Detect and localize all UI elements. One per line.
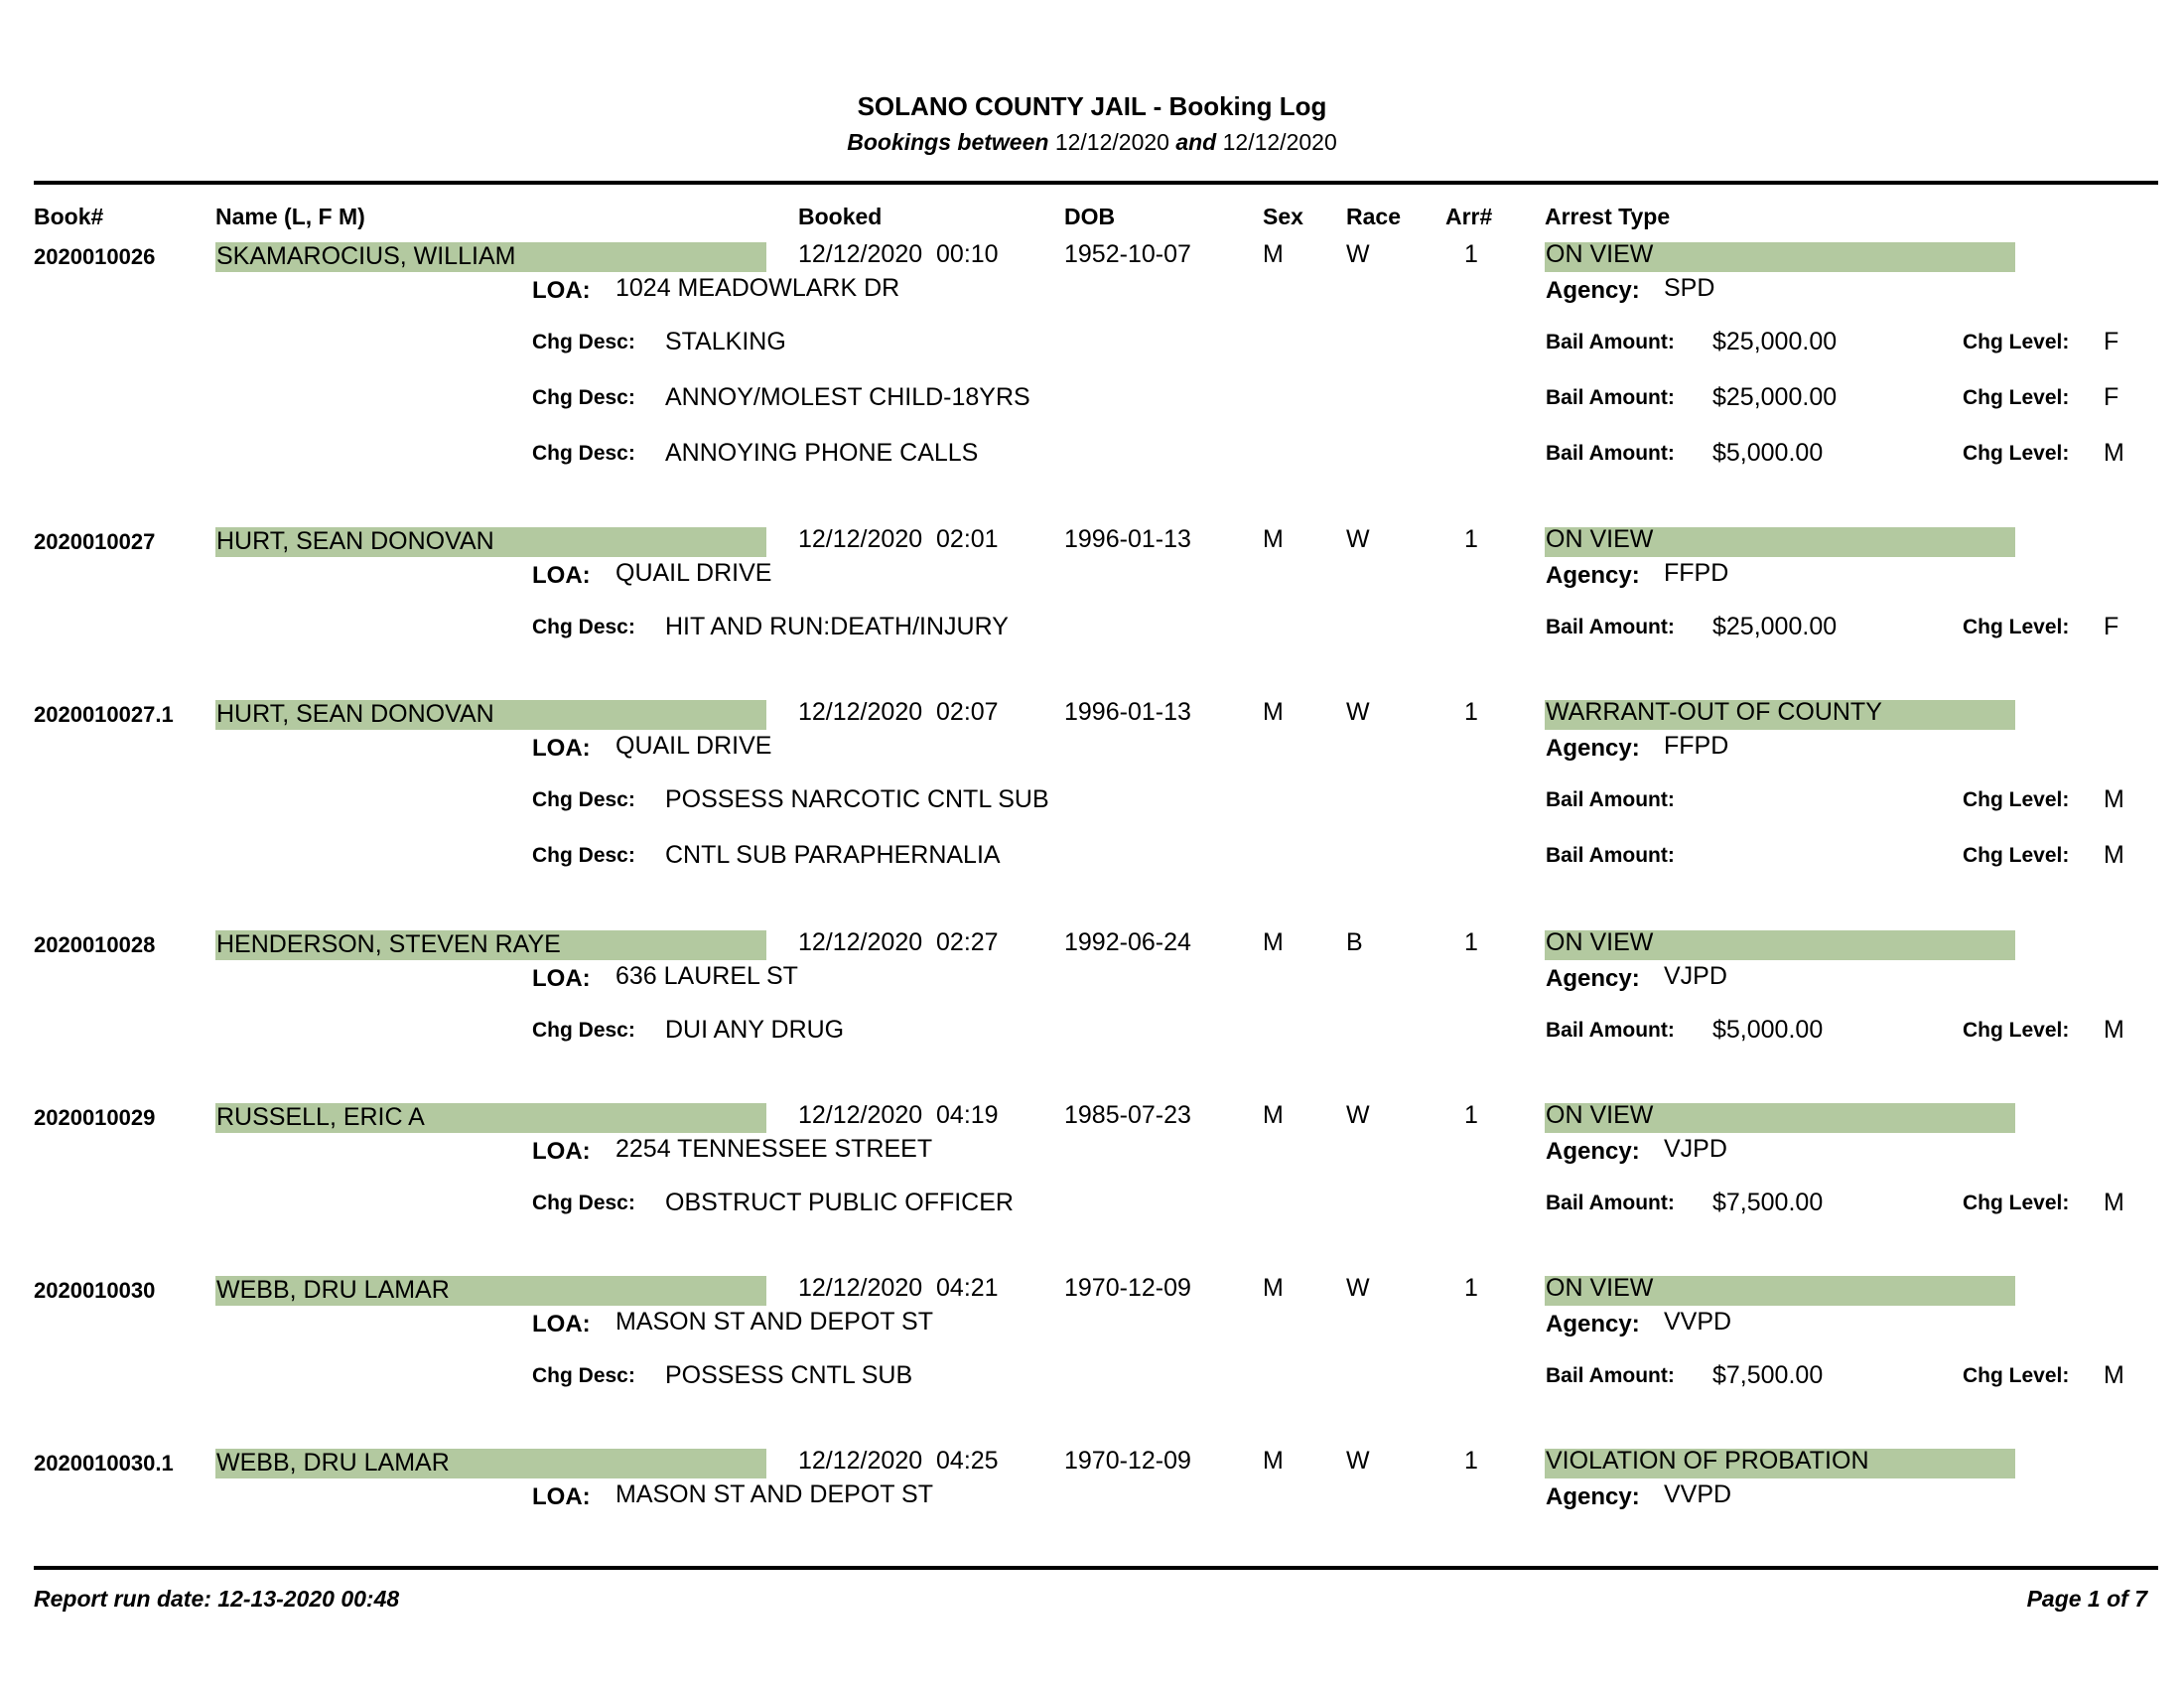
booked-datetime: 12/12/2020 02:07 (798, 698, 999, 726)
arrest-type: ON VIEW (1546, 928, 1654, 956)
loa-label: LOA: (532, 735, 591, 762)
col-sex: Sex (1263, 204, 1303, 229)
loa-value: QUAIL DRIVE (615, 559, 772, 587)
arrest-type: ON VIEW (1546, 1274, 1654, 1302)
loa-value: 1024 MEADOWLARK DR (615, 274, 900, 302)
book-number: 2020010029 (34, 1105, 156, 1130)
chg-level-value: M (2104, 785, 2124, 813)
arrest-number: 1 (1464, 1447, 1478, 1475)
race-value: B (1346, 928, 1363, 956)
arrest-number: 1 (1464, 928, 1478, 956)
chg-desc-value: HIT AND RUN:DEATH/INJURY (665, 613, 1009, 640)
dob-value: 1996-01-13 (1064, 698, 1191, 726)
col-arrest-type: Arrest Type (1545, 204, 1671, 229)
chg-level-label: Chg Level: (1963, 844, 2070, 867)
col-book: Book# (34, 204, 104, 229)
page-number: Page 1 of 7 (2026, 1586, 2147, 1612)
chg-level-label: Chg Level: (1963, 616, 2070, 638)
agency-value: VJPD (1664, 962, 1727, 990)
dob-value: 1970-12-09 (1064, 1274, 1191, 1302)
arrest-number: 1 (1464, 1101, 1478, 1129)
loa-label: LOA: (532, 1483, 591, 1510)
chg-desc-label: Chg Desc: (532, 386, 635, 409)
agency-label: Agency: (1546, 277, 1640, 304)
bail-amount-label: Bail Amount: (1546, 442, 1675, 465)
book-number: 2020010030 (34, 1278, 156, 1303)
race-value: W (1346, 698, 1370, 726)
agency-value: FFPD (1664, 732, 1729, 760)
bail-amount-value: $7,500.00 (1712, 1361, 1824, 1389)
booked-datetime: 12/12/2020 04:21 (798, 1274, 999, 1302)
col-race: Race (1346, 204, 1401, 229)
book-number: 2020010026 (34, 244, 156, 269)
bail-amount-value: $5,000.00 (1712, 439, 1824, 467)
book-number: 2020010030.1 (34, 1451, 174, 1476)
chg-desc-label: Chg Desc: (532, 331, 635, 353)
book-number: 2020010027 (34, 529, 156, 554)
start-date: 12/12/2020 (1054, 129, 1169, 155)
booked-datetime: 12/12/2020 02:01 (798, 525, 999, 553)
agency-label: Agency: (1546, 1483, 1640, 1510)
inmate-name: WEBB, DRU LAMAR (216, 1449, 450, 1477)
sex-value: M (1263, 1274, 1284, 1302)
col-arr: Arr# (1445, 204, 1493, 229)
chg-level-value: F (2104, 383, 2119, 411)
bail-amount-label: Bail Amount: (1546, 386, 1675, 409)
chg-desc-label: Chg Desc: (532, 844, 635, 867)
chg-desc-value: CNTL SUB PARAPHERNALIA (665, 841, 1001, 869)
agency-label: Agency: (1546, 562, 1640, 589)
arrest-type: WARRANT-OUT OF COUNTY (1546, 698, 1882, 726)
arrest-type: ON VIEW (1546, 525, 1654, 553)
race-value: W (1346, 240, 1370, 268)
dob-value: 1970-12-09 (1064, 1447, 1191, 1475)
bail-amount-label: Bail Amount: (1546, 331, 1675, 353)
booked-datetime: 12/12/2020 04:19 (798, 1101, 999, 1129)
col-booked: Booked (798, 204, 883, 229)
sex-value: M (1263, 240, 1284, 268)
chg-desc-label: Chg Desc: (532, 1019, 635, 1042)
chg-desc-label: Chg Desc: (532, 442, 635, 465)
bail-amount-label: Bail Amount: (1546, 1192, 1675, 1214)
race-value: W (1346, 1447, 1370, 1475)
loa-value: MASON ST AND DEPOT ST (615, 1480, 933, 1508)
agency-value: VVPD (1664, 1308, 1732, 1336)
loa-label: LOA: (532, 1138, 591, 1165)
loa-label: LOA: (532, 277, 591, 304)
bail-amount-label: Bail Amount: (1546, 1019, 1675, 1042)
arrest-type: ON VIEW (1546, 1101, 1654, 1129)
dob-value: 1992-06-24 (1064, 928, 1191, 956)
chg-desc-label: Chg Desc: (532, 1192, 635, 1214)
chg-level-value: M (2104, 1361, 2124, 1389)
chg-desc-value: ANNOY/MOLEST CHILD-18YRS (665, 383, 1030, 411)
chg-level-label: Chg Level: (1963, 331, 2070, 353)
inmate-name: WEBB, DRU LAMAR (216, 1276, 450, 1304)
booked-datetime: 12/12/2020 02:27 (798, 928, 999, 956)
agency-value: SPD (1664, 274, 1715, 302)
chg-level-label: Chg Level: (1963, 1019, 2070, 1042)
bail-amount-value: $25,000.00 (1712, 383, 1838, 411)
chg-desc-value: POSSESS CNTL SUB (665, 1361, 913, 1389)
inmate-name: HURT, SEAN DONOVAN (216, 527, 494, 555)
dob-value: 1996-01-13 (1064, 525, 1191, 553)
bail-amount-label: Bail Amount: (1546, 1364, 1675, 1387)
chg-level-label: Chg Level: (1963, 1192, 2070, 1214)
sex-value: M (1263, 1447, 1284, 1475)
agency-value: VJPD (1664, 1135, 1727, 1163)
top-rule (34, 181, 2158, 185)
dob-value: 1985-07-23 (1064, 1101, 1191, 1129)
sex-value: M (1263, 928, 1284, 956)
race-value: W (1346, 1101, 1370, 1129)
report-subtitle (0, 129, 2184, 156)
sex-value: M (1263, 698, 1284, 726)
chg-desc-value: POSSESS NARCOTIC CNTL SUB (665, 785, 1049, 813)
bail-amount-label: Bail Amount: (1546, 844, 1675, 867)
arrest-type: VIOLATION OF PROBATION (1546, 1447, 1869, 1475)
arrest-number: 1 (1464, 525, 1478, 553)
chg-desc-value: OBSTRUCT PUBLIC OFFICER (665, 1189, 1014, 1216)
bail-amount-value: $5,000.00 (1712, 1016, 1824, 1044)
chg-level-value: F (2104, 613, 2119, 640)
agency-label: Agency: (1546, 735, 1640, 762)
arrest-type: ON VIEW (1546, 240, 1654, 268)
subtitle-and: and (1175, 129, 1217, 155)
chg-desc-value: DUI ANY DRUG (665, 1016, 845, 1044)
loa-value: 2254 TENNESSEE STREET (615, 1135, 933, 1163)
race-value: W (1346, 525, 1370, 553)
chg-level-value: M (2104, 1016, 2124, 1044)
booked-datetime: 12/12/2020 04:25 (798, 1447, 999, 1475)
sex-value: M (1263, 1101, 1284, 1129)
chg-level-value: F (2104, 328, 2119, 355)
arrest-number: 1 (1464, 240, 1478, 268)
bail-amount-value: $25,000.00 (1712, 328, 1838, 355)
loa-value: 636 LAUREL ST (615, 962, 798, 990)
col-dob: DOB (1064, 204, 1116, 229)
bail-amount-value: $7,500.00 (1712, 1189, 1824, 1216)
report-run-date: Report run date: 12-13-2020 00:48 (34, 1586, 400, 1612)
chg-desc-value: STALKING (665, 328, 786, 355)
inmate-name: HENDERSON, STEVEN RAYE (216, 930, 561, 958)
chg-level-label: Chg Level: (1963, 442, 2070, 465)
arrest-number: 1 (1464, 698, 1478, 726)
book-number: 2020010027.1 (34, 702, 174, 727)
agency-label: Agency: (1546, 965, 1640, 992)
agency-value: VVPD (1664, 1480, 1732, 1508)
bail-amount-value: $25,000.00 (1712, 613, 1838, 640)
loa-label: LOA: (532, 1311, 591, 1337)
booked-datetime: 12/12/2020 00:10 (798, 240, 999, 268)
dob-value: 1952-10-07 (1064, 240, 1191, 268)
subtitle-prefix: Bookings between (847, 129, 1049, 155)
chg-level-label: Chg Level: (1963, 788, 2070, 811)
chg-level-label: Chg Level: (1963, 1364, 2070, 1387)
end-date: 12/12/2020 (1222, 129, 1337, 155)
loa-value: QUAIL DRIVE (615, 732, 772, 760)
loa-label: LOA: (532, 965, 591, 992)
bail-amount-label: Bail Amount: (1546, 788, 1675, 811)
arrest-number: 1 (1464, 1274, 1478, 1302)
chg-desc-value: ANNOYING PHONE CALLS (665, 439, 979, 467)
chg-level-value: M (2104, 841, 2124, 869)
chg-desc-label: Chg Desc: (532, 1364, 635, 1387)
col-name: Name (L, F M) (215, 204, 365, 229)
sex-value: M (1263, 525, 1284, 553)
chg-level-value: M (2104, 439, 2124, 467)
bail-amount-label: Bail Amount: (1546, 616, 1675, 638)
book-number: 2020010028 (34, 932, 156, 957)
agency-value: FFPD (1664, 559, 1729, 587)
loa-label: LOA: (532, 562, 591, 589)
loa-value: MASON ST AND DEPOT ST (615, 1308, 933, 1336)
inmate-name: HURT, SEAN DONOVAN (216, 700, 494, 728)
report-title: SOLANO COUNTY JAIL - Booking Log (857, 91, 1327, 121)
agency-label: Agency: (1546, 1311, 1640, 1337)
chg-level-label: Chg Level: (1963, 386, 2070, 409)
chg-desc-label: Chg Desc: (532, 788, 635, 811)
inmate-name: RUSSELL, ERIC A (216, 1103, 425, 1131)
agency-label: Agency: (1546, 1138, 1640, 1165)
race-value: W (1346, 1274, 1370, 1302)
inmate-name: SKAMAROCIUS, WILLIAM (216, 242, 516, 270)
chg-desc-label: Chg Desc: (532, 616, 635, 638)
chg-level-value: M (2104, 1189, 2124, 1216)
bottom-rule (34, 1566, 2158, 1570)
